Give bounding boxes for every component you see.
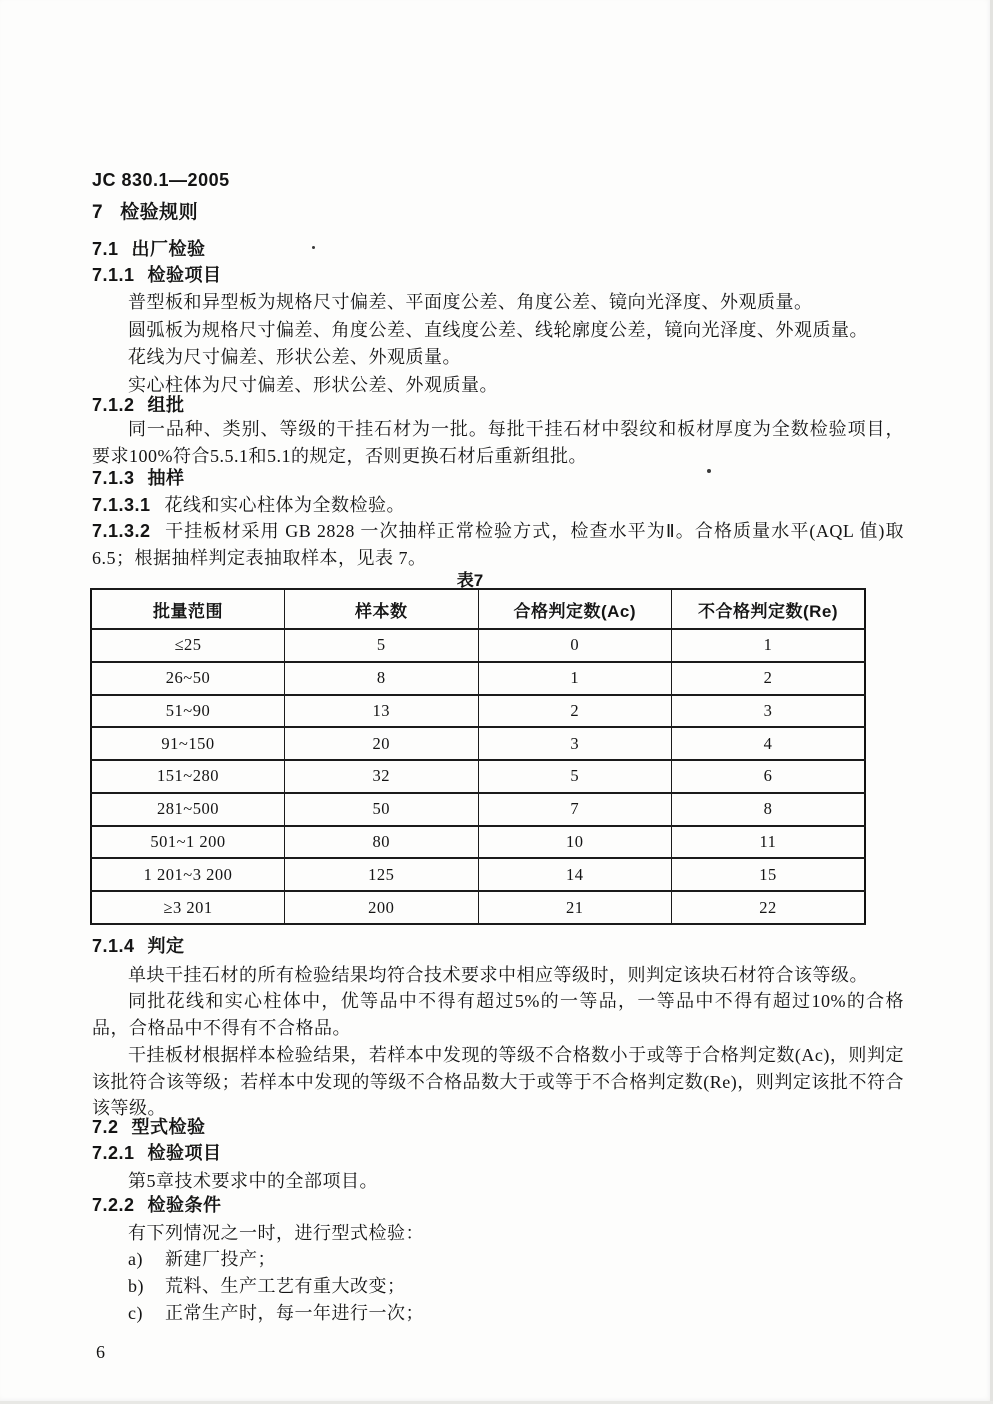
section-number: 7.1	[92, 239, 119, 259]
section-number: 7.2	[92, 1117, 119, 1137]
list-text: 荒料、生产工艺有重大改变；	[165, 1276, 406, 1296]
table7-cell: 7	[478, 793, 672, 826]
type-conditions-intro: 有下列情况之一时，进行型式检验：	[128, 1223, 424, 1243]
table7-cell: 1	[672, 629, 866, 662]
table7-cell: 51~90	[91, 695, 285, 728]
table7-row	[91, 629, 865, 662]
condition-item-b	[128, 1273, 868, 1300]
table7-cell: 151~280	[91, 760, 285, 793]
section-number: 7.2.2	[92, 1195, 135, 1215]
list-label: a)	[128, 1249, 143, 1269]
section-number: 7	[92, 202, 104, 223]
table7-cell: 1 201~3 200	[91, 858, 285, 891]
judgement-panel-paragraph: 干挂板材根据样本检验结果，若样本中发现的等级不合格数小于或等于合格判定数(Ac)，则判定该批符合该等级；若样本中发现的等级不合格品数大于或等于不合格判定数(Re)，则判定该批不符合该等级。	[92, 1045, 904, 1118]
paragraph: 花线为尺寸偏差、形状公差、外观质量。	[128, 347, 461, 367]
table7-cell: 91~150	[91, 727, 285, 760]
standard-number: JC 830.1—2005	[92, 170, 230, 190]
table7-body	[91, 629, 865, 924]
page-number: 6	[96, 1342, 105, 1362]
table7-cell: 10	[478, 826, 672, 859]
table7-cell: 20	[285, 727, 479, 760]
section-title: 检验规则	[120, 202, 199, 223]
section-7-2-2-heading	[92, 1194, 904, 1216]
table7-header-cell: 不合格判定数(Re)	[672, 589, 866, 629]
table7-cell: 32	[285, 760, 479, 793]
table7-cell: 6	[672, 760, 866, 793]
table7-cell: 13	[285, 695, 479, 728]
table7-cell: 3	[478, 727, 672, 760]
paragraph: 圆弧板为规格尺寸偏差、角度公差、直线度公差、线轮廓度公差，镜向光泽度、外观质量。	[128, 319, 868, 340]
list-label: c)	[128, 1303, 143, 1323]
table7-row	[91, 695, 865, 728]
table7-caption: 表7	[456, 571, 484, 590]
section-number: 7.2.1	[92, 1143, 135, 1163]
inspection-items-paragraphs	[92, 289, 904, 399]
list-text: 正常生产时，每一年进行一次；	[165, 1303, 424, 1323]
section-title: 判定	[147, 936, 185, 956]
section-7-1-heading	[92, 238, 904, 260]
clause-number: 7.1.3.2	[92, 521, 151, 541]
table7-cell: 125	[285, 858, 479, 891]
table7-row	[91, 727, 865, 760]
table7-cell: 8	[672, 793, 866, 826]
table7-cell: 0	[478, 629, 672, 662]
list-label: b)	[128, 1276, 144, 1296]
table7-row	[91, 891, 865, 924]
table7-cell: 5	[285, 629, 479, 662]
section-title: 出厂检验	[131, 239, 206, 259]
section-title: 检验项目	[147, 265, 222, 285]
table7-header-row	[91, 589, 865, 629]
table7-header-cell: 批量范围	[91, 589, 285, 629]
table7-cell: 8	[285, 662, 479, 695]
table7-cell: 4	[672, 727, 866, 760]
table7-row	[91, 858, 865, 891]
table7-row	[91, 793, 865, 826]
section-7-1-4-heading	[92, 935, 904, 957]
table7-cell: 50	[285, 793, 479, 826]
scan-speck	[312, 246, 315, 249]
table7-row	[91, 826, 865, 859]
table7-cell: 281~500	[91, 793, 285, 826]
clause-7-1-3-1	[92, 492, 904, 519]
section-title: 抽样	[147, 468, 185, 488]
table7-cell: ≤25	[91, 629, 285, 662]
table7-cell: ≥3 201	[91, 891, 285, 924]
table7-cell: 80	[285, 826, 479, 859]
scan-speck	[707, 469, 711, 473]
table7-cell: 2	[478, 695, 672, 728]
table7-cell: 14	[478, 858, 672, 891]
section-title: 检验项目	[147, 1143, 222, 1163]
section-7-1-1-heading	[92, 264, 904, 286]
clause-text: 干挂板材采用 GB 2828 一次抽样正常检验方式，检查水平为Ⅱ。合格质量水平(AQL 值)取 6.5；根据抽样判定表抽取样本，见表 7。	[92, 521, 904, 568]
table7-header-cell: 合格判定数(Ac)	[478, 589, 672, 629]
judgement-batch-paragraph: 同批花线和实心柱体中，优等品中不得有超过5%的一等品，一等品中不得有超过10%的合格品，合格品中不得有不合格品。	[92, 991, 904, 1038]
section-7-1-3-heading	[92, 467, 904, 489]
type-scope-paragraph: 第5章技术要求中的全部项目。	[128, 1171, 378, 1191]
section-number: 7.1.2	[92, 395, 135, 415]
section-7-2-heading	[92, 1116, 904, 1138]
section-number: 7.1.4	[92, 936, 135, 956]
condition-item-c	[128, 1300, 868, 1327]
table7-cell: 1	[478, 662, 672, 695]
section-number: 7.1.1	[92, 265, 135, 285]
table7-cell: 26~50	[91, 662, 285, 695]
table7-cell: 3	[672, 695, 866, 728]
table7-cell: 15	[672, 858, 866, 891]
section-number: 7.1.3	[92, 468, 135, 488]
table7-header-cell: 样本数	[285, 589, 479, 629]
table7-row	[91, 760, 865, 793]
table7-cell: 5	[478, 760, 672, 793]
table7-cell: 11	[672, 826, 866, 859]
section-title: 检验条件	[147, 1195, 222, 1215]
paragraph: 普型板和异型板为规格尺寸偏差、平面度公差、角度公差、镜向光泽度、外观质量。	[128, 292, 813, 312]
table7-sampling-table	[90, 588, 866, 925]
clause-text: 花线和实心柱体为全数检验。	[164, 495, 406, 515]
clause-7-1-3-2	[92, 518, 904, 572]
table7-cell: 501~1 200	[91, 826, 285, 859]
section-title: 型式检验	[131, 1117, 206, 1137]
list-text: 新建厂投产；	[165, 1249, 276, 1269]
paragraph: 实心柱体为尺寸偏差、形状公差、外观质量。	[128, 374, 498, 395]
section-7-1-2-heading	[92, 394, 904, 416]
table7-cell: 2	[672, 662, 866, 695]
judgement-single-paragraph: 单块干挂石材的所有检验结果均符合技术要求中相应等级时，则判定该块石材符合该等级。	[128, 965, 868, 985]
table7-cell: 200	[285, 891, 479, 924]
section-7-2-1-heading	[92, 1142, 904, 1164]
condition-item-a	[128, 1246, 868, 1273]
table7-row	[91, 662, 865, 695]
clause-number: 7.1.3.1	[92, 495, 151, 515]
section-7-heading	[92, 202, 904, 224]
batching-paragraph: 同一品种、类别、等级的干挂石材为一批。每批干挂石材中裂纹和板材厚度为全数检验项目，要求100%符合5.5.1和5.1的规定，否则更换石材后重新组批。	[92, 419, 904, 466]
table7-cell: 22	[672, 891, 866, 924]
table7-cell: 21	[478, 891, 672, 924]
section-title: 组批	[147, 395, 185, 415]
